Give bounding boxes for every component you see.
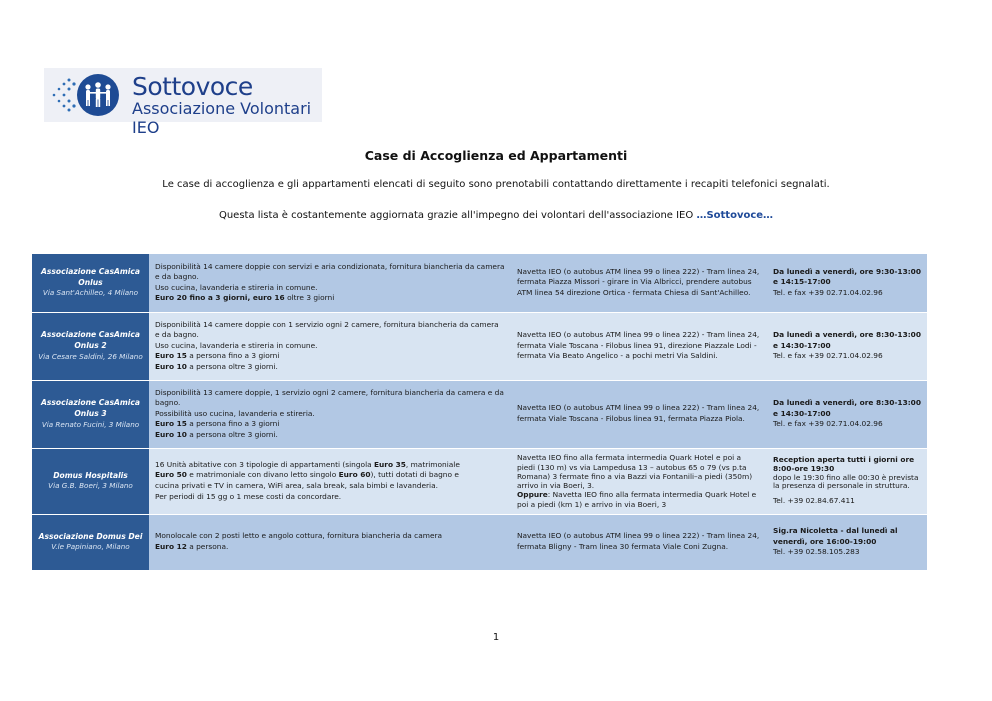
table-row bbox=[32, 380, 927, 448]
structure-cell bbox=[32, 312, 149, 380]
phone-number: Tel. e fax +39 02.71.04.02.96 bbox=[773, 351, 883, 361]
structure-address: Via Renato Fucini, 3 Milano bbox=[41, 419, 140, 429]
price-bold: Euro 60 bbox=[338, 470, 371, 480]
price-bold: Euro 50 bbox=[155, 470, 187, 480]
logo-subtitle: Associazione Volontari IEO bbox=[132, 99, 312, 137]
description-cell bbox=[149, 514, 511, 570]
structure-address: Via Sant'Achilleo, 4 Milano bbox=[42, 288, 139, 298]
structure-name: Associazione CasAmica Onlus 2 bbox=[40, 330, 141, 350]
price-bold: Euro 15 bbox=[155, 351, 187, 361]
price-text: a persona fino a 3 giorni bbox=[186, 351, 280, 361]
description-line: Disponibilità 14 camere doppie con 1 servizio ogni 2 camere, fornitura biancheria da camera e da bagno. bbox=[155, 319, 499, 340]
description-line bbox=[155, 293, 505, 304]
description-line: Monolocale con 2 posti letto e angolo cottura, fornitura biancheria da camera bbox=[155, 531, 443, 541]
transport-cell: Navetta IEO (o autobus ATM linea 99 o linea 222) - Tram linea 24, fermata Bligny - Tram linea 30 fermata Viale Coni Zugna. bbox=[511, 514, 767, 570]
alternative-label: Oppure bbox=[517, 490, 548, 500]
phone-number: Tel. +39 02.84.67.411 bbox=[773, 496, 855, 506]
structure-name: Associazione Domus Dei bbox=[38, 531, 143, 541]
price-bold: Euro 12 bbox=[155, 542, 187, 551]
phone-number: Tel. e fax +39 02.71.04.02.96 bbox=[773, 288, 883, 297]
structure-address: V.le Papiniano, Milano bbox=[51, 542, 130, 552]
price-bold: Euro 20 fino a 3 giorni, euro 16 bbox=[155, 293, 285, 303]
description-line bbox=[155, 430, 505, 441]
structure-cell bbox=[32, 448, 149, 514]
structure-address: Via Cesare Saldini, 26 Milano bbox=[38, 351, 143, 361]
description-text: ), tutti dotati di bagno e bbox=[370, 470, 459, 480]
structure-cell bbox=[32, 380, 149, 448]
hours-note: dopo le 19:30 fino alle 00:30 è prevista la presenza di personale in struttura. bbox=[773, 472, 919, 491]
price-text: a persona oltre 3 giorni. bbox=[186, 429, 278, 439]
price-text: a persona. bbox=[186, 542, 229, 551]
page-number: 1 bbox=[492, 632, 500, 643]
opening-hours: Reception aperta tutti i giorni ore 8:00-ore 19:30 bbox=[773, 454, 915, 473]
opening-hours: Da lunedì a venerdì, ore 8:30-13:00 e 14:30-17:00 bbox=[773, 398, 921, 418]
description-cell bbox=[149, 448, 511, 514]
description-line: Possibilità uso cucina, lavanderia e stireria. bbox=[155, 408, 315, 418]
contact-cell bbox=[767, 380, 927, 448]
description-line bbox=[155, 351, 505, 362]
contact-cell bbox=[767, 448, 927, 514]
transport-cell bbox=[511, 448, 767, 514]
description-line bbox=[155, 470, 505, 481]
structure-name: Associazione CasAmica Onlus bbox=[40, 266, 141, 287]
description-line bbox=[155, 419, 505, 430]
description-line bbox=[155, 542, 505, 553]
price-bold: Euro 15 bbox=[155, 419, 187, 429]
structure-cell bbox=[32, 514, 149, 570]
table-row bbox=[32, 448, 927, 514]
table-row bbox=[32, 254, 927, 312]
description-cell bbox=[149, 254, 511, 312]
contact-cell bbox=[767, 254, 927, 312]
description-cell bbox=[149, 312, 511, 380]
sottovoce-logo bbox=[44, 68, 322, 137]
description-cell bbox=[149, 380, 511, 448]
transport-alternative bbox=[517, 490, 761, 509]
structure-address: Via G.B. Boeri, 3 Milano bbox=[48, 481, 133, 491]
description-text: e matrimoniale con divano letto singolo bbox=[186, 470, 339, 480]
description-line: cucina privati e TV in camera, WiFi area, sala break, sala bimbi e lavanderia. bbox=[155, 481, 438, 490]
structure-name: Domus Hospitalis bbox=[53, 470, 128, 480]
description-line bbox=[155, 460, 505, 471]
accommodation-table bbox=[32, 254, 927, 571]
transport-text: Navetta IEO fino alla fermata intermedia Quark Hotel e poi a piedi (130 m) vs via Lampedusa 13 – autobus 65 o 79 (vs p.ta Romana) 3 fermate fino a via Bazzi via Fontanili–a piedi (350m) arrivo in via Boeri, 3. bbox=[517, 453, 753, 490]
contact-cell bbox=[767, 514, 927, 570]
price-text: a persona fino a 3 giorni bbox=[186, 419, 280, 429]
transport-cell: Navetta IEO (o autobus ATM linea 99 o linea 222) - Tram linea 24, fermata Piazza Missori - girare in Via Albricci, prendere autobus ATM linea 54 direzione Ortica - fermata Chiesa di Sant'Achilleo. bbox=[511, 254, 767, 312]
opening-hours: Da lunedì a venerdì, ore 8:30-13:00 e 14:30-17:00 bbox=[773, 330, 921, 350]
description-line bbox=[155, 362, 505, 373]
structure-name: Associazione CasAmica Onlus 3 bbox=[40, 398, 141, 418]
description-line: Disponibilità 13 camere doppie, 1 servizio ogni 2 camere, fornitura biancheria da camera e da bagno. bbox=[155, 387, 504, 408]
description-text: 16 Unità abitative con 3 tipologie di appartamenti (singola bbox=[155, 459, 374, 469]
price-bold: Euro 10 bbox=[155, 429, 187, 439]
description-line: Uso cucina, lavanderia e stireria in comune. bbox=[155, 282, 318, 292]
people-circle-logo-icon bbox=[48, 72, 128, 118]
sottovoce-highlight: …Sottovoce… bbox=[696, 210, 774, 221]
description-line: Disponibilità 14 camere doppie con servizi e aria condizionata, fornitura biancheria da camera e da bagno. bbox=[155, 261, 505, 282]
update-note-text: Questa lista è costantemente aggiornata grazie all'impegno dei volontari dell'associazione IEO bbox=[218, 210, 694, 221]
transport-cell: Navetta IEO (o autobus ATM linea 99 o linea 222) - Tram linea 24, fermata Viale Toscana - Filobus linea 91, fermata Piazza Piola. bbox=[511, 380, 767, 448]
page-title: Case di Accoglienza ed Appartamenti bbox=[364, 148, 628, 163]
phone-number: Tel. e fax +39 02.71.04.02.96 bbox=[773, 419, 883, 429]
logo-name: Sottovoce bbox=[132, 72, 253, 101]
transport-cell: Navetta IEO (o autobus ATM linea 99 o linea 222) - Tram linea 24, fermata Viale Toscana - Filobus linea 91, direzione Piazzale Lodi - fermata Via Beato Angelico - a pochi metri Via Saldini. bbox=[511, 312, 767, 380]
opening-hours: Sig.ra Nicoletta - dal lunedì al venerdì, ore 16:00-19:00 bbox=[773, 526, 898, 546]
contact-cell bbox=[767, 312, 927, 380]
price-bold: Euro 10 bbox=[155, 361, 187, 371]
intro-text: Le case di accoglienza e gli appartamenti elencati di seguito sono prenotabili contattando direttamente i recapiti telefonici segnalati. bbox=[162, 179, 830, 190]
table-row bbox=[32, 514, 927, 570]
description-line: Uso cucina, lavanderia e stireria in comune. bbox=[155, 340, 318, 350]
price-bold: Euro 35 bbox=[374, 459, 406, 469]
price-text: oltre 3 giorni bbox=[284, 293, 335, 303]
price-text: a persona oltre 3 giorni. bbox=[186, 361, 278, 371]
phone-number: Tel. +39 02.58.105.283 bbox=[773, 547, 860, 557]
opening-hours: Da lunedì a venerdì, ore 9:30-13:00 e 14:15-17:00 bbox=[773, 266, 921, 287]
update-note bbox=[0, 210, 992, 221]
description-text: , matrimoniale bbox=[405, 459, 460, 469]
alternative-text: : Navetta IEO fino alla fermata intermedia Quark Hotel e poi a piedi (km 1) e arrivo in via Boeri, 3 bbox=[517, 490, 757, 509]
table-row bbox=[32, 312, 927, 380]
description-line: Per periodi di 15 gg o 1 mese costi da concordare. bbox=[155, 491, 342, 501]
structure-cell bbox=[32, 254, 149, 312]
